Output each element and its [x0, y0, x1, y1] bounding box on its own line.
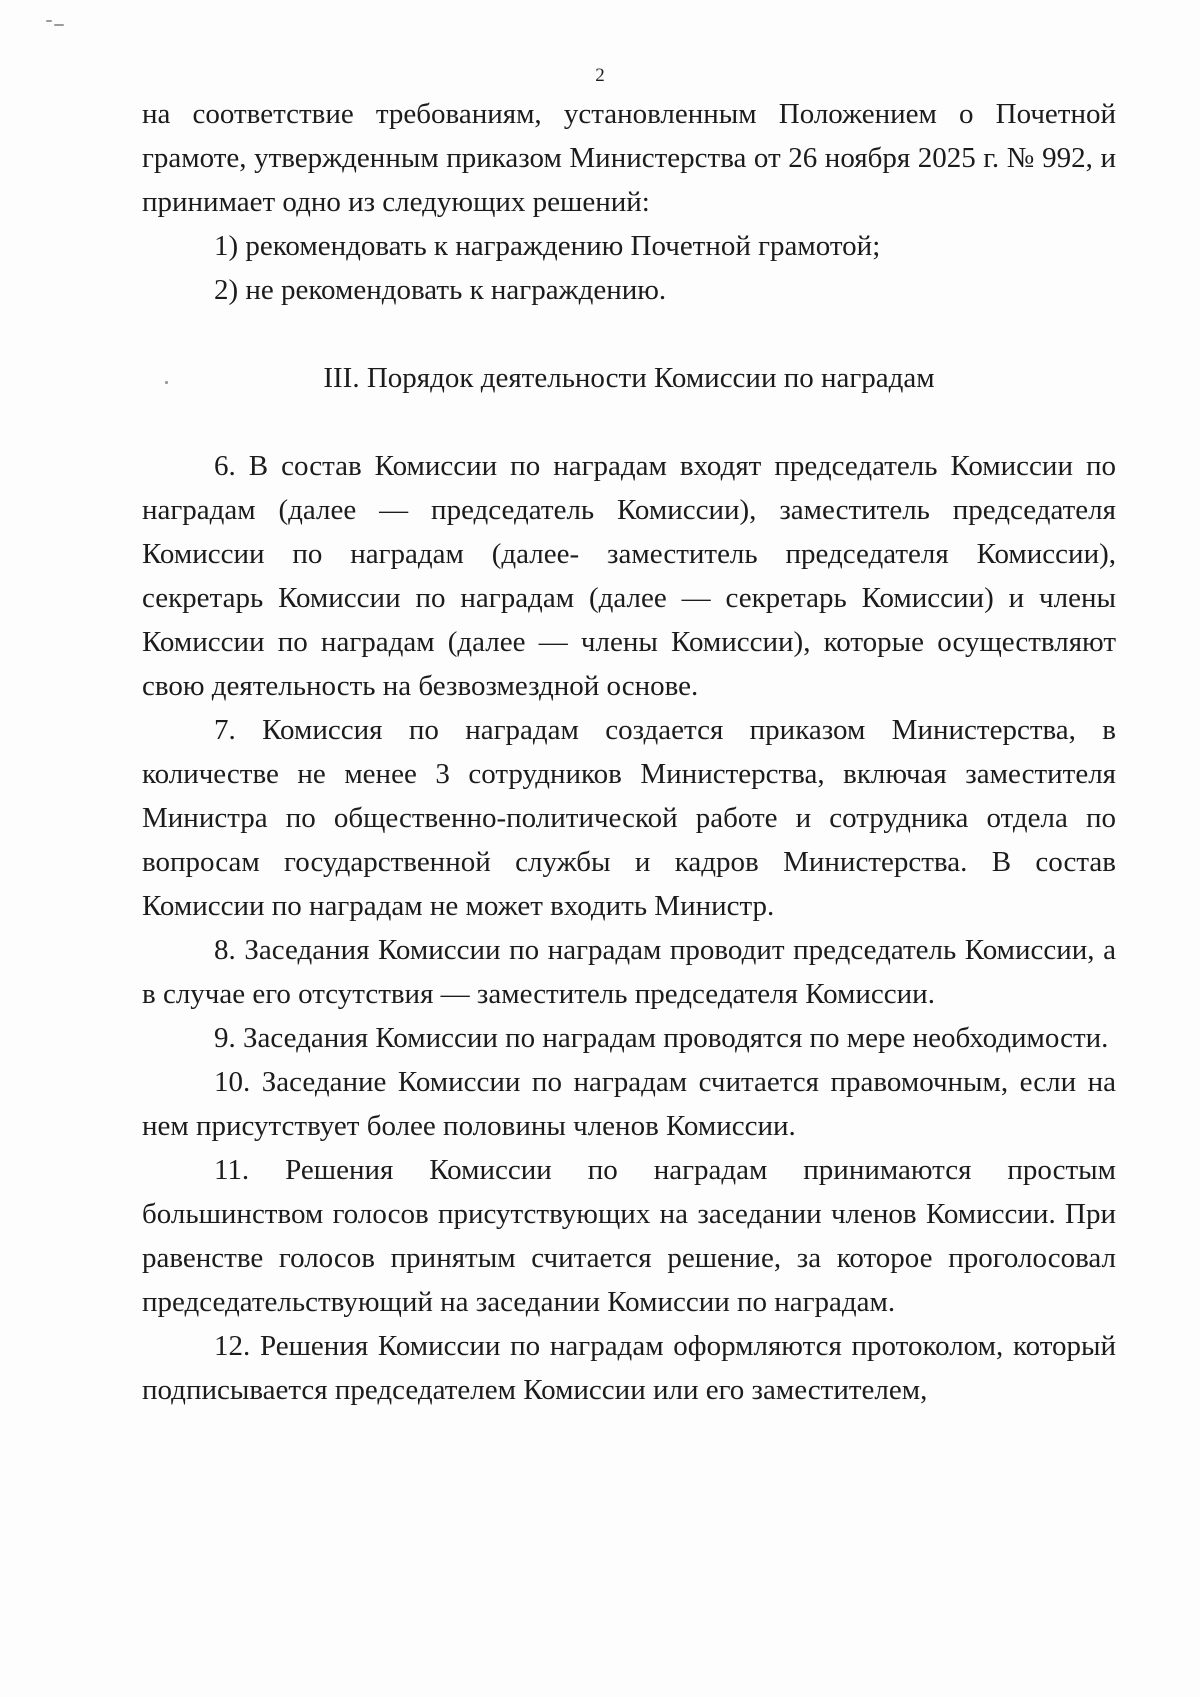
- clause-8: 8. Заседания Комиссии по наградам проводит председатель Комиссии, а в случае его отсутствия — заместитель председателя Комиссии.: [142, 934, 1116, 1010]
- decision-option-1: 1) рекомендовать к награждению Почетной грамотой;: [214, 230, 881, 262]
- decision-option-2: 2) не рекомендовать к награждению.: [214, 274, 667, 306]
- clause-7: 7. Комиссия по наградам создается приказом Министерства, в количестве не менее 3 сотрудников Министерства, включая заместителя Министра по общественно-политической работе и сотрудника отдела по вопросам государственной службы и кадров Министерства. В состав Комиссии по наградам не может входить Министр.: [142, 714, 1116, 922]
- page-number: 2: [595, 65, 605, 86]
- clause-12: 12. Решения Комиссии по наградам оформляются протоколом, который подписывается председателем Комиссии или его заместителем,: [142, 1330, 1116, 1406]
- clause-10: 10. Заседание Комиссии по наградам считается правомочным, если на нем присутствует более половины членов Комиссии.: [142, 1066, 1116, 1142]
- section-heading: III. Порядок деятельности Комиссии по наградам: [323, 362, 935, 394]
- scan-mark: [46, 20, 52, 22]
- clause-11: 11. Решения Комиссии по наградам принимаются простым большинством голосов присутствующих на заседании членов Комиссии. При равенстве голосов принятым считается решение, за которое проголосовал председательствующий на заседании Комиссии по наградам.: [142, 1154, 1116, 1318]
- clause-6: 6. В состав Комиссии по наградам входят председатель Комиссии по наградам (далее — председатель Комиссии), заместитель председателя Комиссии по наградам (далее- заместитель председателя Комиссии), секретарь Комиссии по наградам (далее — секретарь Комиссии) и члены Комиссии по наградам (далее — члены Комиссии), которые осуществляют свою деятельность на безвозмездной основе.: [142, 450, 1116, 702]
- scan-mark: [54, 24, 64, 26]
- paragraph-continuation: на соответствие требованиям, установленным Положением о Почетной грамоте, утвержденным приказом Министерства от 26 ноября 2025 г. № 992, и принимает одно из следующих решений:: [142, 98, 1116, 218]
- clause-9: 9. Заседания Комиссии по наградам проводятся по мере необходимости.: [214, 1022, 1109, 1054]
- document-body: [142, 92, 1116, 1412]
